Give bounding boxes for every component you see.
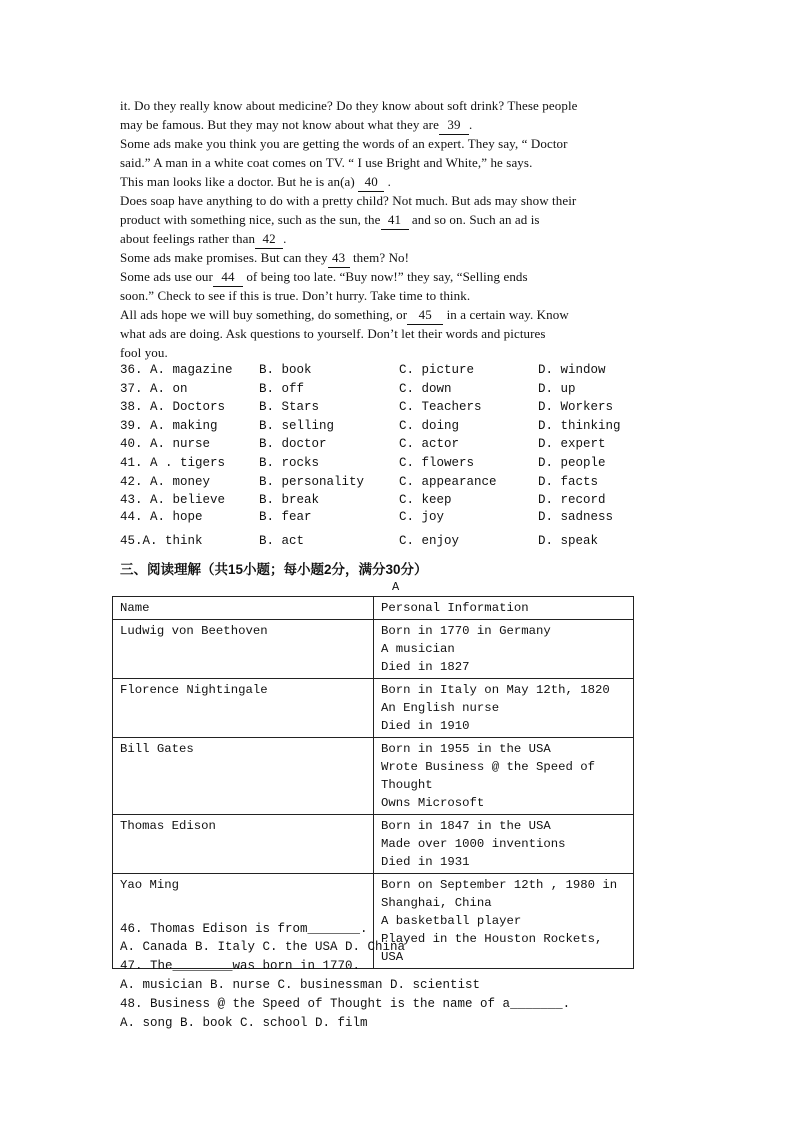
option-d: D. record (538, 493, 606, 507)
passage-line (120, 115, 472, 135)
info-line: Born on September 12th , 1980 in (381, 878, 618, 892)
option-a: 37. A. on (120, 382, 188, 396)
option-d: D. sadness (538, 510, 614, 524)
passage-text: . (468, 117, 473, 132)
question-47-options: A. musician B. nurse C. businessman D. scientist (120, 978, 481, 992)
person-info (374, 620, 634, 679)
passage-line: what ads are doing. Ask questions to yourself. Don’t let their words and pictures (120, 326, 546, 341)
info-line: An English nurse (381, 701, 500, 715)
passage-line: fool you. (120, 345, 168, 360)
option-d: D. thinking (538, 419, 621, 433)
option-c: C. appearance (399, 475, 497, 489)
option-b: B. doctor (259, 437, 327, 451)
blank-41: 41 (381, 210, 409, 230)
person-name: Ludwig von Beethoven (113, 620, 374, 679)
passage-line (120, 248, 409, 268)
blank-39: 39 (439, 115, 469, 135)
passage-text: All ads hope we will buy something, do something, or (120, 307, 408, 322)
passage-text: Some ads use our (120, 269, 213, 284)
option-c: C. picture (399, 363, 475, 377)
person-name: Bill Gates (113, 738, 374, 815)
passage-text: . (283, 231, 287, 246)
passage-line: said.” A man in a white coat comes on TV. “ I use Bright and White,” he says. (120, 155, 533, 170)
option-a: 42. A. money (120, 475, 211, 489)
question-46: 46. Thomas Edison is from_______. (120, 922, 368, 936)
info-line: Born in 1847 in the USA (381, 819, 551, 833)
option-a: 38. A. Doctors (120, 400, 226, 414)
blank-40: 40 (358, 172, 384, 192)
person-info (374, 815, 634, 874)
option-c: C. enjoy (399, 534, 460, 548)
option-d: D. speak (538, 534, 599, 548)
header-name: Name (113, 597, 374, 620)
blank-43: 43 (328, 248, 350, 268)
option-d: D. facts (538, 475, 599, 489)
option-d: D. expert (538, 437, 606, 451)
person-info (374, 738, 634, 815)
info-line: Wrote Business @ the Speed of Thought (381, 760, 596, 792)
table-row (113, 679, 634, 738)
passage-text: them? No! (352, 250, 410, 265)
option-c: C. actor (399, 437, 460, 451)
passage-line: Does soap have anything to do with a pretty child? Not much. But ads may show their (120, 193, 577, 208)
option-a: 44. A. hope (120, 510, 203, 524)
option-b: B. off (259, 382, 305, 396)
option-d: D. up (538, 382, 576, 396)
info-line: Born in 1770 in Germany (381, 624, 551, 638)
passage-text: about feelings rather than (120, 231, 256, 246)
option-c: C. down (399, 382, 452, 396)
option-d: D. window (538, 363, 606, 377)
passage-text: Some ads make promises. But can they (120, 250, 328, 265)
passage-line (120, 229, 286, 249)
option-a: 39. A. making (120, 419, 218, 433)
question-48-options: A. song B. book C. school D. film (120, 1016, 368, 1030)
option-c: C. Teachers (399, 400, 482, 414)
info-line: Owns Microsoft (381, 796, 485, 810)
person-name: Florence Nightingale (113, 679, 374, 738)
option-b: B. act (259, 534, 305, 548)
option-b: B. selling (259, 419, 335, 433)
table-row (113, 738, 634, 815)
blank-45: 45 (407, 305, 443, 325)
option-d: D. people (538, 456, 606, 470)
option-d: D. Workers (538, 400, 614, 414)
info-line: Born in 1955 in the USA (381, 742, 551, 756)
blank-42: 42 (255, 229, 283, 249)
passage-text: in a certain way. Know (446, 307, 569, 322)
table-header-row (113, 597, 634, 620)
info-line: Shanghai, China (381, 896, 492, 910)
option-b: B. break (259, 493, 320, 507)
person-info (374, 679, 634, 738)
option-b: B. rocks (259, 456, 320, 470)
option-b: B. personality (259, 475, 365, 489)
info-line: Played in the Houston Rockets, USA (381, 932, 603, 964)
option-b: B. book (259, 363, 312, 377)
passage-line: it. Do they really know about medicine? Do they know about soft drink? These people (120, 98, 578, 113)
option-a: 40. A. nurse (120, 437, 211, 451)
header-info: Personal Information (374, 597, 634, 620)
info-line: Born in Italy on May 12th, 1820 (381, 683, 610, 697)
option-c: C. doing (399, 419, 460, 433)
table-row (113, 815, 634, 874)
info-line: Died in 1827 (381, 660, 470, 674)
passage-line: soon.” Check to see if this is true. Don’t hurry. Take time to think. (120, 288, 471, 303)
question-47: 47. The________was born in 1770. (120, 959, 361, 973)
passage-text: may be famous. But they may not know about what they are (120, 117, 439, 132)
passage-text: product with something nice, such as the sun, the (120, 212, 381, 227)
option-a: 41. A . tigers (120, 456, 226, 470)
info-line: Made over 1000 inventions (381, 837, 566, 851)
passage-text: of being too late. “Buy now!” they say, “Selling ends (246, 269, 528, 284)
option-b: B. fear (259, 510, 312, 524)
person-info (374, 874, 634, 969)
option-a: 36. A. magazine (120, 363, 233, 377)
question-48: 48. Business @ the Speed of Thought is the name of a_______. (120, 997, 571, 1011)
passage-label: A (392, 580, 400, 594)
passage-line (120, 305, 569, 325)
info-line: A musician (381, 642, 455, 656)
passage-text: and so on. Such an ad is (411, 212, 540, 227)
info-line: A basketball player (381, 914, 522, 928)
blank-44: 44 (213, 267, 243, 287)
option-c: C. joy (399, 510, 445, 524)
passage-text: This man looks like a doctor. But he is an(a) (120, 174, 355, 189)
option-a: 43. A. believe (120, 493, 226, 507)
section-title: 三、阅读理解（共15小题；每小题2分，满分30分） (120, 562, 428, 577)
passage-line: Some ads make you think you are getting the words of an expert. They say, “ Doctor (120, 136, 568, 151)
option-a: 45.A. think (120, 534, 203, 548)
option-b: B. Stars (259, 400, 320, 414)
table-row (113, 620, 634, 679)
info-table (112, 596, 634, 969)
passage-line (120, 210, 540, 230)
option-c: C. flowers (399, 456, 475, 470)
passage-line (120, 172, 391, 192)
passage-text: . (387, 174, 391, 189)
option-c: C. keep (399, 493, 452, 507)
person-name: Yao Ming (113, 874, 374, 969)
info-line: Died in 1931 (381, 855, 470, 869)
person-name: Thomas Edison (113, 815, 374, 874)
passage-line (120, 267, 528, 287)
info-line: Died in 1910 (381, 719, 470, 733)
question-46-options: A. Canada B. Italy C. the USA D. China (120, 940, 406, 954)
